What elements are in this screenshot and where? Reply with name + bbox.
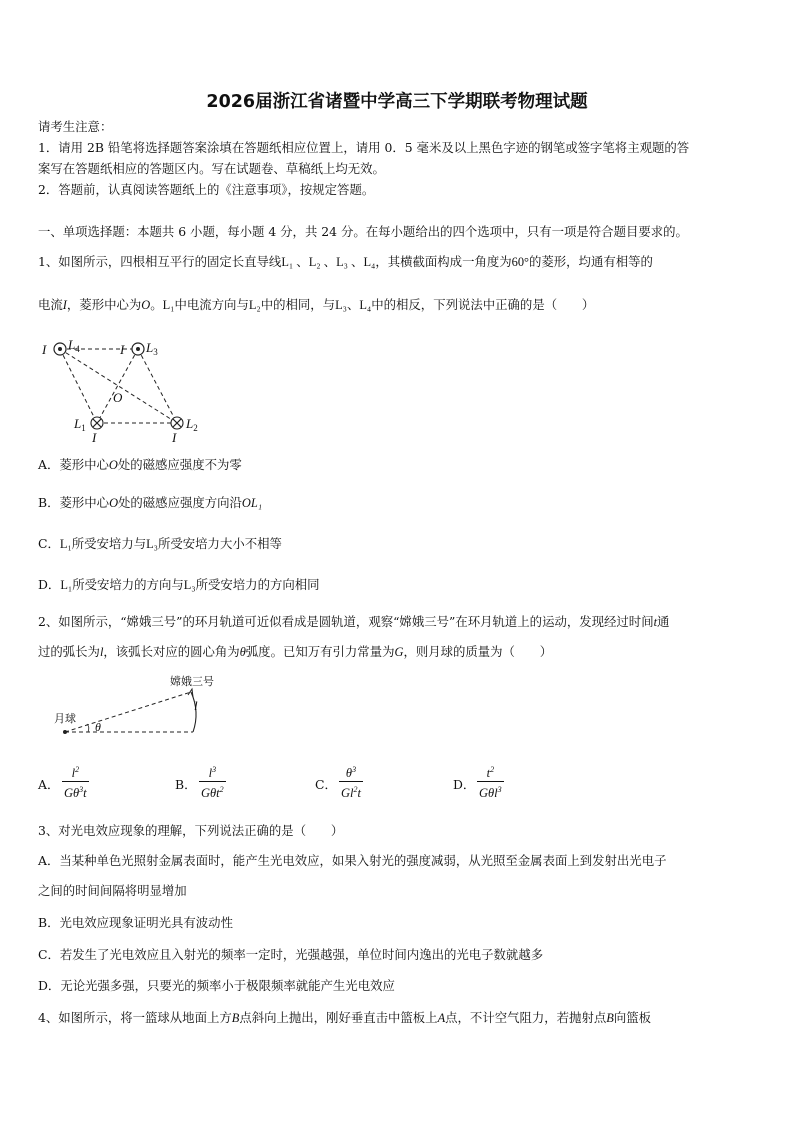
page-title: 2026届浙江省诸暨中学高三下学期联考物理试题 <box>206 92 588 112</box>
fig-label-l3: $L_3$ <box>146 340 158 357</box>
q3-option-d: D．无论光强多强，只要光的频率小于极限频率就能产生光电效应 <box>38 978 395 993</box>
q1-stem-line2: 电流I，菱形中心为O。L₁中电流方向与L₂中的相同，与L₃、L₄中的相反，下列说法中正确的是（ ） <box>38 297 595 312</box>
fig-label-l1: $L_1$ <box>74 416 86 433</box>
q2-option-d-fraction: $t^2$ Gθl$^3$ <box>477 762 504 801</box>
fig-satellite-label: 嫦娥三号 <box>170 675 214 688</box>
q1-stem-line1: 1、如图所示，四根相互平行的固定长直导线L₁ 、L₂ 、L₃ 、L₄，其横截面构成一角度为60°的菱形，均通有相等的 <box>38 254 653 269</box>
q1-option-c: C．L₁所受安培力与L₃所受安培力大小不相等 <box>38 536 282 551</box>
q2-option-a-label: A． <box>38 777 60 792</box>
q2-stem-line2: 过的弧长为l，该弧长对应的圆心角为θ弧度。已知万有引力常量为G，则月球的质量为（ ） <box>38 644 553 659</box>
q2-option-c-fraction: $\frac{\theta^3}{Gl^2t}$ <box>339 762 363 801</box>
q3-option-a-line2: 之间的时间间隔将明显增加 <box>38 883 187 898</box>
q2-option-d-label: D． <box>453 777 476 792</box>
q1-option-a: A．菱形中心O处的磁感应强度不为零 <box>38 457 242 472</box>
fig-current-l1: I <box>92 430 97 445</box>
q3-option-c: C．若发生了光电效应且入射光的频率一定时，光强越强，单位时间内逸出的光电子数就越多 <box>38 947 544 962</box>
notice-item-1: 1．请用 2B 铅笔将选择题答案涂填在答题纸相应位置上，请用 0．5 毫米及以上黑色字迹的钢笔或签字笔将主观题的答 <box>38 140 690 155</box>
q3-option-b: B．光电效应现象证明光具有波动性 <box>38 915 233 930</box>
fig-current-l2: I <box>172 430 177 445</box>
fig-current-l3: I <box>120 342 125 357</box>
wire-l3-dot-icon <box>132 343 144 355</box>
wire-l2-cross-icon <box>171 417 183 429</box>
q1-rhombus-figure <box>40 335 220 445</box>
fig-current-l4: I <box>42 342 47 357</box>
fig-arc-label: l <box>194 698 198 713</box>
q2-option-b-label: B． <box>175 777 197 792</box>
q2-stem-line1: 2、如图所示，“嫦娥三号”的环月轨道可近似看成是圆轨道，观察“嫦娥三号”在环月轨道上的运动，发现经过时间t通 <box>38 614 670 629</box>
q3-stem: 3、对光电效应现象的理解，下列说法正确的是（ ） <box>38 823 344 838</box>
fig-moon-label: 月球 <box>54 712 76 725</box>
q2-option-b-fraction: $l^3$ Gθt$^2$ <box>199 762 226 801</box>
notice-item-2: 2．答题前，认真阅读答题纸上的《注意事项》，按规定答题。 <box>38 182 375 197</box>
q2-option-c-label: C． <box>315 777 337 792</box>
moon-icon <box>63 730 67 734</box>
wire-l1-cross-icon <box>91 417 103 429</box>
wire-l4-dot-icon <box>54 343 66 355</box>
q2-option-a-fraction: $\frac{l^2}{G\theta^3t}$ <box>62 762 89 801</box>
notice-heading: 请考生注意： <box>38 119 113 134</box>
fig-angle-label: θ <box>95 720 101 734</box>
fig-label-l4: $L_4$ <box>68 337 80 354</box>
fig-label-l2: $L_2$ <box>186 416 198 433</box>
section-heading: 一、单项选择题：本题共 6 小题，每小题 4 分，共 24 分。在每小题给出的四个选项中，只有一项是符合题目要求的。 <box>38 224 688 239</box>
notice-item-1-cont: 案写在答题纸相应的答题区内。写在试题卷、草稿纸上均无效。 <box>38 161 385 176</box>
q4-stem-line1: 4、如图所示，将一篮球从地面上方B点斜向上抛出，刚好垂直击中篮板上A点，不计空气阻力，若抛射点B向篮板 <box>38 1010 651 1025</box>
fig-center-o: O <box>113 390 123 405</box>
q1-option-d: D．L₁所受安培力的方向与L₃所受安培力的方向相同 <box>38 577 320 592</box>
q1-option-b: B．菱形中心O处的磁感应强度方向沿OL₁ <box>38 495 263 510</box>
q2-orbit-figure <box>50 672 240 742</box>
q3-option-a-line1: A．当某种单色光照射金属表面时，能产生光电效应，如果入射光的强度减弱，从光照至金属表面上到发射出光电子 <box>38 853 667 868</box>
